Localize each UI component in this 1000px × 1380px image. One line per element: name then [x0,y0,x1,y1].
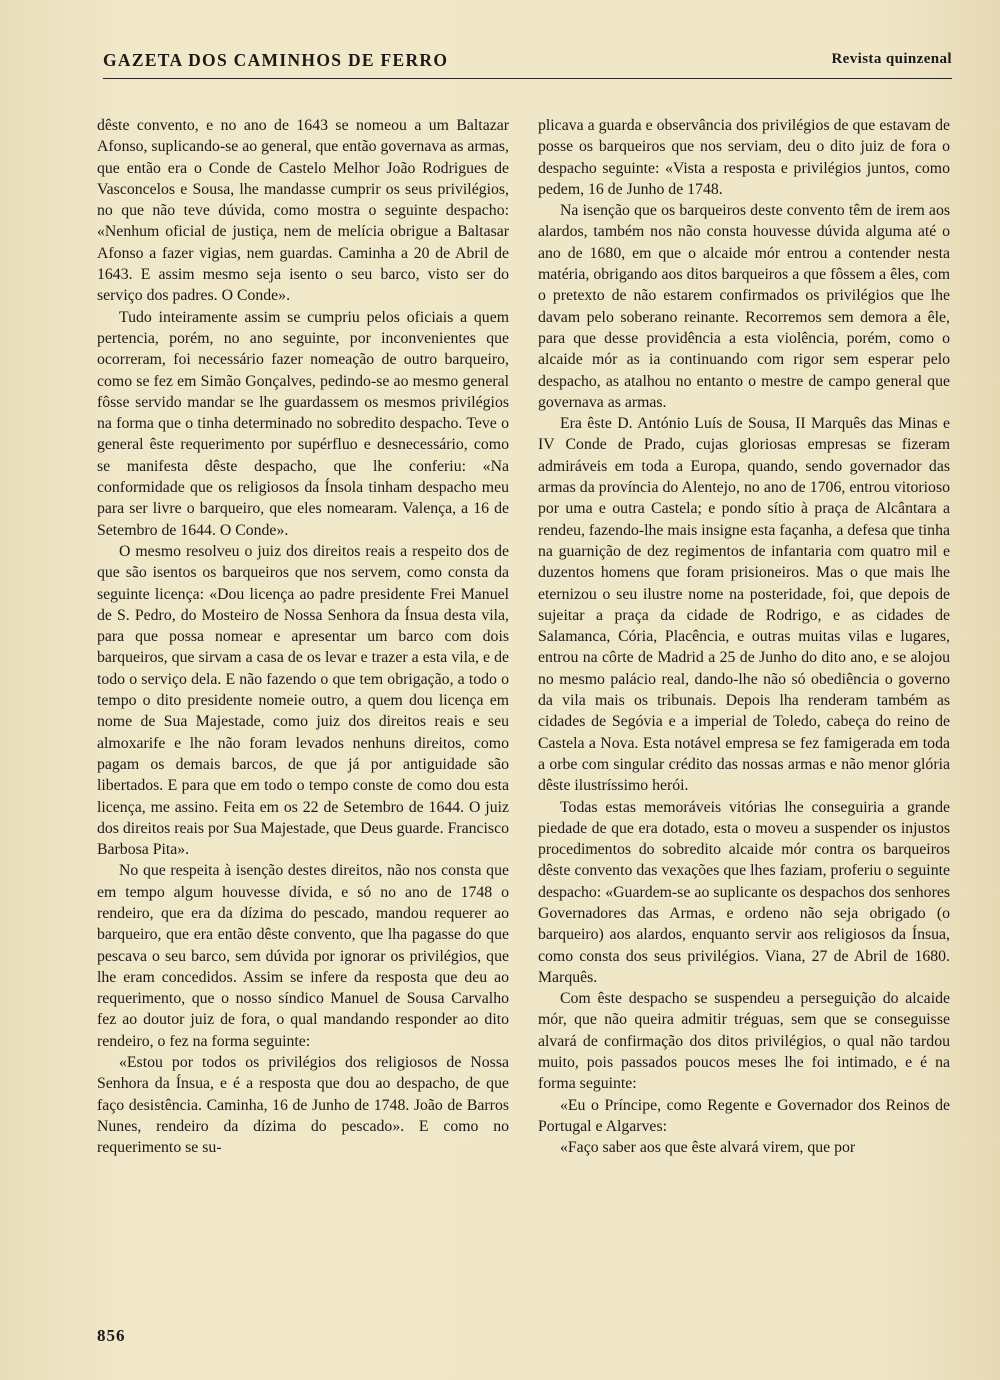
right-column [538,115,950,1159]
journal-subtitle: Revista quinzenal [831,51,952,67]
paragraph: plicava a guarda e observância dos privilégios de que estavam de posse os barqueiros que nos serviam, deu o dito juiz de fora o despacho seguinte: «Vista a resposta e privilégios juntos, como pedem, 16 de Junho de 1748. [538,117,950,198]
paragraph: «Faço saber aos que êste alvará virem, que por [560,1139,856,1157]
paragraph: Todas estas memoráveis vitórias lhe conseguiria a grande piedade de que era dotado, esta o moveu a suspender os injustos procedimentos do sobredito alcaide mór contra os barqueiros dêste convento das vexações que lhes faziam, proferiu o seguinte despacho: «Guardem-se ao suplicante os despachos dos senhores Governadores das Armas, e ordeno não seja obrigado (o barqueiro) aos alardos, enquanto servir aos religiosos da Ínsua, como consta dos seus privilégios. Viana, 27 de Abril de 1680. Marquês. [538,798,950,986]
running-header [103,48,952,79]
paragraph: dêste convento, e no ano de 1643 se nomeou a um Baltazar Afonso, suplicando-se ao general, que então governava as armas, que então era o Conde de Castelo Melhor João Rodrigues de Vasconcelos e Sousa, lhe mandasse cumprir os seus privilégios, no que não teve dúvida, como mostra o seguinte despacho: «Nenhum oficial de justiça, nem de melícia obrigue a Baltasar Afonso a fazer vigias, nem guardas. Caminha a 20 de Abril de 1643. E assim mesmo seja isento o seu barco, visto ser do serviço dos padres. O Conde». [97,117,509,305]
paragraph: O mesmo resolveu o juiz dos direitos reais a respeito dos de que são isentos os barqueiros que nos servem, como consta da seguinte licença: «Dou licença ao padre presidente Frei Manuel de S. Pedro, do Mosteiro de Nossa Senhora da Ínsua desta vila, para que possa nomear e apresentar um barco com dois barqueiros, que sirvam a casa de os levar e trazer a esta vila, e de todo o serviço dela. E não fazendo o que tem obrigação, a todo o tempo o dito presidente nomeie outro, a quem dou licença em nome de Sua Majestade, como juiz dos direitos reais e seu almoxarife e lhe não foram levados nenhuns direitos, como pagam os demais barcos, de que já por antiguidade são libertados. E para que em todo o tempo conste de como dou esta licença, me assino. Feita em os 22 de Setembro de 1644. O juiz dos direitos reais por Sua Majestade, que Deus guarde. Francisco Barbosa Pita». [97,542,509,859]
paragraph: Com êste despacho se suspendeu a perseguição do alcaide mór, que não queira admitir tréguas, sem que se conseguisse alvará de confirmação dos ditos privilégios, o qual não tardou muito, pois passados poucos meses lhe foi intimado, e é na forma seguinte: [538,990,950,1093]
paragraph: No que respeita à isenção destes direitos, não nos consta que em tempo algum houvesse dívida, e só no ano de 1748 o rendeiro, que era da dízima do pescado, mandou requerer ao barqueiro, que era então dêste convento, que lha pagasse do que pescava o seu barco, sem dúvida por ignorar os privilégios, que lhe eram concedidos. Assim se infere da resposta que deu ao requerimento, que o nosso síndico Manuel de Sousa Carvalho fez ao doutor juiz de fora, o qual mandando responder ao dito rendeiro, o fez na forma seguinte: [97,862,509,1050]
paragraph: Na isenção que os barqueiros deste convento têm de irem aos alardos, também nos não consta houvesse dúvida alguma até o ano de 1680, em que o alcaide mór entrou a contender nesta matéria, obrigando aos ditos barqueiros a que fôssem a êles, com o pretexto de não estarem confirmados os privilégios que lhe davam pelo soberano reinante. Recorremos sem demora a êle, para que desse providência a esta violência, porém, como o alcaide mór as ia continuando com rigor sem esperar pelo despacho, as atalhou no entanto o mestre de campo general que governava as armas. [538,202,950,411]
page-number: 856 [97,1326,126,1345]
paragraph: Tudo inteiramente assim se cumpriu pelos oficiais a quem pertencia, porém, no ano seguinte, por inconvenientes que ocorreram, foi necessário fazer nomeação de outro barqueiro, como se fez em Simão Gonçalves, pedindo-se ao mesmo general fôsse servido mandar se lhe guardassem os mesmos privilégios na forma que o tinha determinado no sobredito despacho. Teve o general êste requerimento por supérfluo e desnecessário, como se manifesta dêste despacho, que lhe conferiu: «Na conformidade que os religiosos da Ínsola tinham despacho meu para ser livre o barqueiro, que eles nomearam. Valença, a 16 de Setembro de 1644. O Conde». [97,308,509,539]
paragraph: «Eu o Príncipe, como Regente e Governador dos Reinos de Portugal e Algarves: [538,1096,950,1135]
left-column [97,115,509,1159]
journal-title: GAZETA DOS CAMINHOS DE FERRO [103,50,449,70]
paragraph: «Estou por todos os privilégios dos religiosos de Nossa Senhora da Ínsua, e é a resposta que dou ao despacho, de que faço desistência. Caminha, 16 de Junho de 1748. João de Barros Nunes, rendeiro da dízima do pescado». E como no requerimento se su- [97,1054,509,1157]
paragraph: Era êste D. António Luís de Sousa, II Marquês das Minas e IV Conde de Prado, cujas gloriosas empresas se fizeram admiráveis em toda a Europa, quando, sendo governador das armas da província do Alentejo, no ano de 1706, entrou vitorioso por uma e outra Castela; e pondo sítio à praça de Alcântara a rendeu, fazendo-lhe mais insigne esta façanha, a defesa que tinha na guarnição de dez regimentos de infantaria com quatro mil e duzentos homens que foram prisioneiros. Mas o que mais lhe eternizou o seu ilustre nome na posteridade, foi, que depois de sujeitar a praça da cidade de Rodrigo, e as cidades de Salamanca, Cória, Placência, e outras muitas vilas e lugares, entrou na côrte de Madrid a 25 de Junho do dito ano, e se alojou no mesmo palácio real, dando-lhe não só obediência o governo da vila mais os tribunais. Depois lha renderam também as cidades de Segóvia e a imperial de Toledo, cabeça do reino de Castela a Nova. Esta notável empresa se fez famigerada em toda a orbe com singular crédito das nossas armas e não menor glória dêste ilustríssimo herói. [538,415,950,795]
